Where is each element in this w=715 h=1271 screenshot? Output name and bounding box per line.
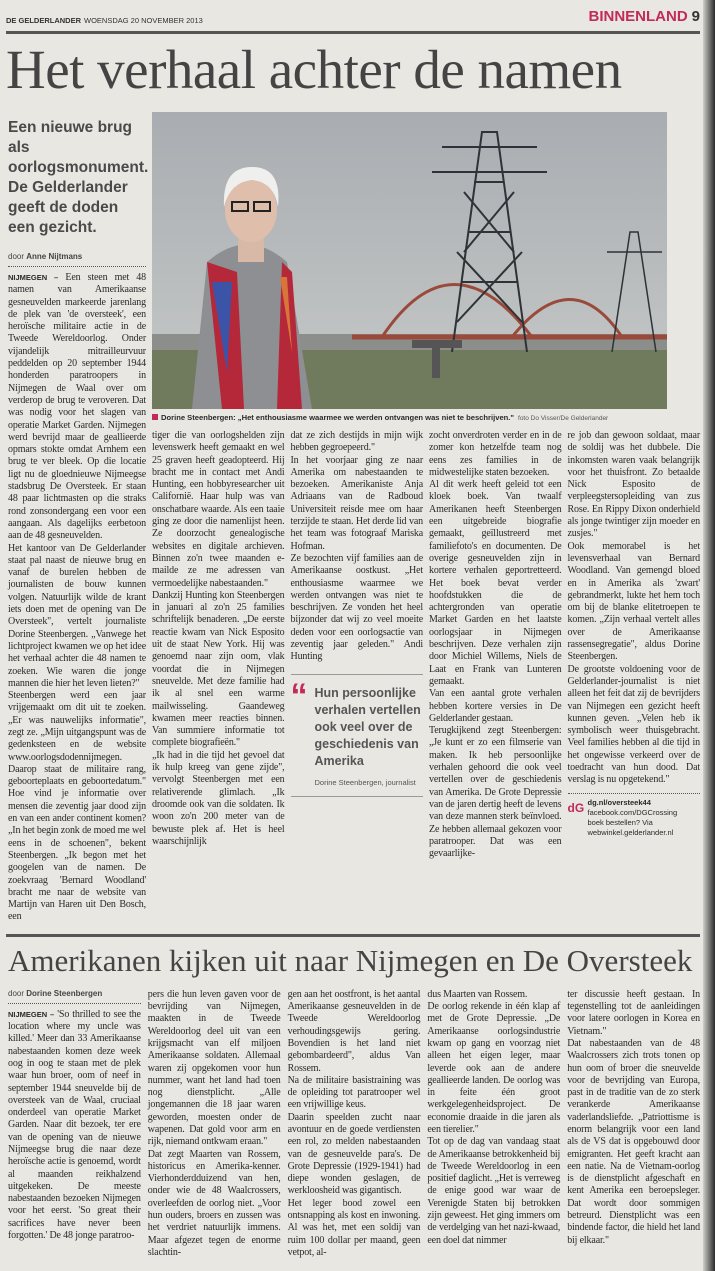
bottom-article — [6, 989, 700, 1260]
article2-column-1-stack — [8, 989, 141, 1243]
section-label — [588, 8, 700, 25]
paragraph — [429, 430, 562, 479]
photo-credit: foto Do Visser/De Gelderlander — [518, 415, 609, 422]
dg-logo-icon: dG — [567, 800, 585, 815]
paragraph-text: De grootste voldoening voor de Gelderlander-journalist is niet alleen het feit dat zij de bevrijders van Nijmegen een gezicht heeft kunnen geven. „Velen heb ik symbolisch weer thuisgebracht. Veel families hebben al die tijd in het ongewisse verkeerd over de toedracht van hun dood. Dat verslag is nu opgetekend." — [567, 663, 700, 786]
paragraph-text: zocht onverdroten verder en in de zomer kon hetzelfde team nog eens zes families in de midwestelijke staten bezoeken. — [429, 430, 562, 478]
paragraph — [427, 1136, 560, 1247]
caption-marker-icon — [152, 414, 158, 420]
paragraph — [427, 1001, 560, 1136]
byline-author: Dorine Steenbergen — [26, 988, 103, 998]
paragraph-text: Het kantoor van De Gelderlander staat pal naast de nieuwe brug en vanaf de burelen hebben de journalisten de bouw kunnen volgen. Natuurlijk wilde de krant iets doen met de opening van De Oversteek", vertelt journaliste Dorine Steenbergen. „Vanwege het lichtproject kwamen we op het idee het verhaal achter die 48 namen te zoeken. Wie waren die jonge mannen die hier het leven lieten?" — [8, 542, 146, 689]
paragraph — [568, 664, 701, 787]
paragraph — [567, 1038, 700, 1247]
link-webshop[interactable]: webwinkel.gelderlander.nl — [587, 827, 674, 837]
article2-column-4-stack — [427, 989, 560, 1247]
paragraph — [152, 430, 285, 590]
paragraph — [288, 989, 421, 1075]
paragraph — [568, 430, 701, 541]
paragraph-text: Daarin speelden zucht naar avontuur en de goede verdiensten een rol, zo melden nabestaanden van de gesneuvelde para's. De Grote Depressie (1929-1941) had diepe wonden geslagen, de werkloosheid was gigantisch. — [287, 1111, 421, 1197]
edition-date: WOENSDAG 20 NOVEMBER 2013 — [84, 16, 203, 25]
paragraph-text: dat ze zich destijds in mijn wijk hebben gegroepeerd." — [290, 430, 423, 454]
paragraph — [152, 750, 285, 848]
article2-column-1 — [8, 1009, 141, 1243]
paragraph-text: Tot op de dag van vandaag staat de Amerikaanse betrokkenheid bij de Tweede Wereldoorlog in een positief daglicht. „Het is verreweg de enige good war waar de Verenigde Staten bij betrokken zijn geweest. Het ging immers om de verdelging van het nazi-kwaad, een doel dat nimmer — [427, 1136, 561, 1246]
second-headline: Amerikanen kijken uit naar Nijmegen en De Oversteek — [8, 942, 693, 978]
column-3-stack — [291, 430, 424, 797]
paragraph — [8, 690, 146, 924]
paragraph-text: Na de militaire basistraining was de opleiding tot paratrooper wel een vrijwillige keus. — [287, 1074, 421, 1111]
article2-column-3 — [288, 989, 421, 1260]
pull-quote — [291, 674, 424, 797]
article-column-4 — [429, 430, 562, 860]
paragraph — [567, 989, 700, 1038]
paragraph — [291, 455, 424, 553]
paragraph-text: Ze bezochten vijf families aan de Amerikaanse oostkust. „Het enthousiasme waarmee we werden ontvangen was niet te beschrijven. Ze vonden het heel bijzonder dat wij zo veel moeite deden voor een oorlogsactie van zeventig jaar geleden." Andi Hunting — [290, 552, 423, 663]
byline-author: Anne Nijtmans — [26, 252, 83, 261]
paragraph — [429, 725, 562, 860]
pull-quote-text: Hun persoonlijke verhalen vertellen ook veel over de geschiedenis van Amerika — [314, 685, 421, 768]
article-column-3 — [291, 430, 424, 664]
section-name: BINNENLAND — [588, 8, 688, 25]
top-article — [6, 112, 700, 924]
left-column — [6, 112, 149, 924]
article-column-5 — [568, 430, 701, 787]
paragraph-text: ter discussie heeft gestaan. In tegenstelling tot de aanleidingen voor latere oorlogen in Korea en Vietnam." — [567, 988, 700, 1037]
paragraph-text: Dankzij Hunting kon Steenbergen in januari al zo'n 25 families schriftelijk benaderen. „De eerste reactie kwam van Nick Esposito uit de staat New York. Hij was genoemd naar zijn oom, vlak voordat die in Nijmegen sneuvelde. Met deze familie had ik al snel een warme mailwisseling. Gaandeweg kwamen meer reacties binnen. Van summiere informatie tot complete biografieën." — [152, 589, 285, 749]
order-book-text: boek bestellen? Via — [587, 817, 653, 827]
paragraph-text: Terugkijkend zegt Steenbergen: „Je kunt er zo een filmserie van maken. Ik heb persoonlijke verhalen gehoord die ook veel vertellen over de geschiedenis van Amerika. De Grote Depressie van de jaren dertig heeft de levens van deze mannen sterk beïnvloed. Ze hebben allemaal gekozen voor paratrooper. Dat was een gevaarlijke- — [429, 725, 562, 860]
link-facebook[interactable]: facebook.com/DGCrossing — [587, 807, 678, 817]
page-number: 9 — [691, 8, 700, 25]
paragraph-text: Het leger bood zowel een ontsnapping als kost en inwoning. Al was het, met een soldij van ruim 100 dollar per maand, geen vetpot, al- — [287, 1197, 421, 1258]
paragraph — [148, 1149, 281, 1260]
article-column-1 — [8, 272, 146, 924]
article2-column-5 — [567, 989, 700, 1247]
photo-illustration — [152, 112, 667, 409]
byline-2 — [8, 989, 141, 1004]
paragraph — [288, 1198, 421, 1259]
paragraph-text: „Ik had in die tijd het gevoel dat ik hulp kreeg van gene zijde", vervolgt Steenbergen met een relativerende glimlach. „Ik droomde ook van die soldaten. Ik woon zo'n 200 meter van de bewuste plek af. Het is heel waarschijnlijk — [152, 749, 285, 847]
paragraph — [8, 543, 146, 691]
dateline: NIJMEGEN – — [8, 1009, 55, 1019]
intro-subheading: Een nieuwe brug als oorlogsmonument. De Gelderlander geeft de doden een gezicht. — [8, 119, 149, 236]
quote-mark-icon: “ — [290, 676, 308, 715]
caption-text: Dorine Steenbergen: „Het enthousiasme waarmee we werden ontvangen was niet te beschrijven." — [161, 413, 515, 422]
byline-prefix: door — [8, 988, 25, 998]
related-links — [568, 793, 701, 838]
paragraph — [291, 430, 424, 455]
page-edge-shadow — [703, 0, 715, 1271]
main-headline: Het verhaal achter de namen — [6, 39, 622, 100]
article2-column-3-stack — [288, 989, 421, 1260]
paper-name: DE GELDERLANDER — [6, 16, 82, 25]
paragraph — [429, 479, 562, 688]
article2-column-5-stack — [567, 989, 700, 1247]
paragraph-text: Ook memorabel is het levensverhaal van Bernard Woodland. Van gemengd bloed en in Amerika als 'zwart' gebrandmerkt, lukte het hem toch om bij de blanke elitetroepen te komen. „Zijn verhaal vertelt alles over de Amerikaanse rassensegregatie", aldus Dorine Steenbergen. — [567, 540, 700, 663]
paragraph — [152, 590, 285, 750]
photo-caption — [152, 413, 700, 424]
article2-column-2 — [148, 989, 281, 1260]
byline-prefix: door — [8, 252, 25, 261]
paragraph-text: Dat zegt Maarten van Rossem, historicus en Amerika-kenner. Vierhonderdduizend van hen, onder wie de 48 Waalcrossers, overleefden de oorlog niet. „Voor hun ouders, broers en zussen was het verdriet natuurlijk immens. Maar afgezet tegen de enorme slachtin- — [147, 1148, 281, 1258]
paragraph-text: Een steen met 48 namen van Amerikaanse gesneuvelden markeerde jarenlang de plek van 'de oversteek', een heroïsche militaire actie in de Tweede Wereldoorlog. Onder vijandelijk mitrailleurvuur peddelden op 20 september 1944 honderden paratroopers in Nijmegen de Waal over om verderop de brug te veroveren. Dat was nodig voor het slagen van operatie Market Garden. Nijmegen werd bevrijd maar de geallieerde opmars stokte omdat Arnhem een brug te ver bleek. Op die locatie ligt nu de gloednieuwe Nijmeegse stadsbrug De Oversteek. Er staan 48 paar lichtmasten op die straks rond zonsondergang een voor een aangaan. Als dagelijks eerbetoon aan de 48 gesneuvelden. — [8, 272, 146, 542]
paragraph — [429, 688, 562, 725]
paragraph-text: gen aan het oostfront, is het aantal Amerikaanse gesneuvelden in de Tweede Wereldoorlog verhoudingsgewijs gering. Bovendien is het land niet gebombardeerd", aldus Van Rossem. — [287, 988, 421, 1074]
paragraph-text: Van een aantal grote verhalen hebben kortere versies in De Gelderlander gestaan. — [429, 688, 562, 724]
article2-column-2-stack — [148, 989, 281, 1260]
paragraph-text: Al dit werk heeft geleid tot een kloek boek. Van twaalf Amerikanen heeft Steenbergen een uitgebreide biografie gemaakt, geïllustreerd met familiefoto's en documenten. De overige gesneuvelden zijn in kortere verhalen geportretteerd. Het boek bevat verder hoofdstukken die de achtergronden van operatie Market Garden en het laatste oorlogsjaar in Nijmegen beschrijven. Deze verhalen zijn door Michiel Willems, Niels de Laat en Frank van Lunteren gemaakt. — [429, 479, 562, 687]
pull-quote-source: Dorine Steenbergen, journalist — [314, 777, 416, 787]
paragraph — [148, 989, 281, 1149]
column-2-stack — [152, 430, 285, 848]
paragraph — [8, 1009, 141, 1243]
column-5-stack — [568, 430, 701, 838]
paragraph-text: Dat nabestaanden van de 48 Waalcrossers zich trots tonen op hun oom of broer die sneuvelde voor de bevrijding van Europa, past in de traditie van de zo sterk verankerde Amerikaanse vaderlandsliefde. „Patriottisme is enorm belangrijk voor een land als de VS dat is opgebouwd door emigranten. Het geeft kracht aan een natie. Na de Vietnam-oorlog is de dienstplicht afgeschaft en kent Amerika een beroepsleger. Dat wordt door sommigen betreurd. Dienstplicht was een bindende factor, die hield het land bij elkaar." — [567, 1037, 700, 1246]
paragraph — [568, 541, 701, 664]
article2-column-4 — [427, 989, 560, 1247]
page-header — [6, 8, 700, 34]
masthead — [6, 16, 203, 25]
link-oversteek44[interactable]: dg.nl/oversteek44 — [587, 797, 651, 807]
paragraph — [8, 272, 146, 543]
paragraph — [427, 989, 560, 1001]
column-4-stack — [429, 430, 562, 860]
paragraph-text: dus Maarten van Rossem. — [427, 988, 528, 1000]
article-divider — [6, 934, 700, 937]
paragraph — [288, 1075, 421, 1112]
right-area — [152, 112, 700, 860]
paragraph — [291, 553, 424, 664]
paragraph-text: tiger die van oorlogshelden zijn levenswerk heeft gemaakt en wel 25 graven heeft geadopteerd. Hij bracht me in contact met Andi Hunting, een hobbyresearcher uit Californië. Haar hulp was van onschatbare waarde. Als een taaie ging ze door die namenlijst heen. Ze doorzocht genealogische websites en digitale archieven. Binnen zo'n twee maanden e-mailde ze me adressen van vermoedelijke nabestaanden." — [152, 430, 285, 589]
paragraph-text: pers die hun leven gaven voor de bevrijding van Nijmegen, maakten in de Tweede Wereldoorlog deel uit van een krijgsmacht van elf miljoen Amerikaanse soldaten. Allemaal waren zij opgekomen voor hun nummer, want het land had toen nog dienstplicht. „Alle jongemannen die 18 jaar waren geworden, moesten onder de wapenen. Dat gold voor arm en rijk, niemand ontkwam eraan." — [147, 988, 281, 1148]
paragraph-text: Steenbergen werd een jaar vrijgemaakt om dit uit te zoeken. „Er was nauwelijks informatie", zegt ze. „Mijn uitgangspunt was de gedenksteen en de website www.oorlogsdodennijmegen. Daarop staat de militaire rang, geboorteplaats en geboortedatum." Hoe vind je informatie over mensen die zeventig jaar dood zijn en van een ander continent komen? „In het begin zonk de moed me wel eens in de schoenen", bekent Steenbergen. „Ik begon met het googelen van de namen. De zoekvraag 'Bernard Woodland' bracht me naar de website van Martijn van Haren uit Den Bosch, een — [8, 690, 146, 923]
paragraph-text: 'So thrilled to see the location where my uncle was killed.' Meer dan 33 Amerikaanse nabestaanden komen deze week oog in oog te staan met de plek waar hun broer, oom of neef in september 1944 sneuvelde bij de oversteek van de Waal, cruciaal onderdeel van operatie Market Garden. Naar dit bezoek, ter ere van de opening van de nieuwe Nijmeegse brug die naar deze heroïsche actie is genoemd, wordt al maanden reikhalzend uitgekeken. De meeste nabestaanden bezoeken Nijmegen voor het eerst. 'So great their sacrifices have never been forgotten.' De 48 jonge paratroo- — [8, 1008, 141, 1242]
paragraph-text: De oorlog rekende in één klap af met de Grote Depressie. „De Amerikaanse oorlogsindustrie kwam op gang en voorzag niet alleen het eigen leger, maar leverde ook aan de andere geallieerde landen. De oorlog was in feite één groot werkgelegenheidsproject. De economie draaide in die jaren als een tierelier." — [427, 1001, 561, 1135]
byline — [8, 252, 146, 267]
dateline: NIJMEGEN – — [8, 273, 59, 282]
article-column-2 — [152, 430, 285, 848]
article-columns — [152, 430, 700, 860]
paragraph — [288, 1112, 421, 1198]
paragraph-text: re job dan gewoon soldaat, maar de soldij was het dubbele. Die inkomsten waren vaak belangrijk voor het thuisfront. Zo betaalde Nick Esposito de verpleegstersopleiding van zus Rose. En Rippy Dixon onderhield als jonge twintiger zijn moeder en zusjes." — [567, 430, 700, 540]
paragraph-text: In het voorjaar ging ze naar Amerika om nabestaanden te bezoeken. Amerikaniste Anja Adriaans van de Radboud Universiteit reisde mee om haar terzijde te staan. Het derde lid van het team was fotograaf Mariska Hofman. — [290, 454, 423, 552]
article-photo — [152, 112, 667, 409]
